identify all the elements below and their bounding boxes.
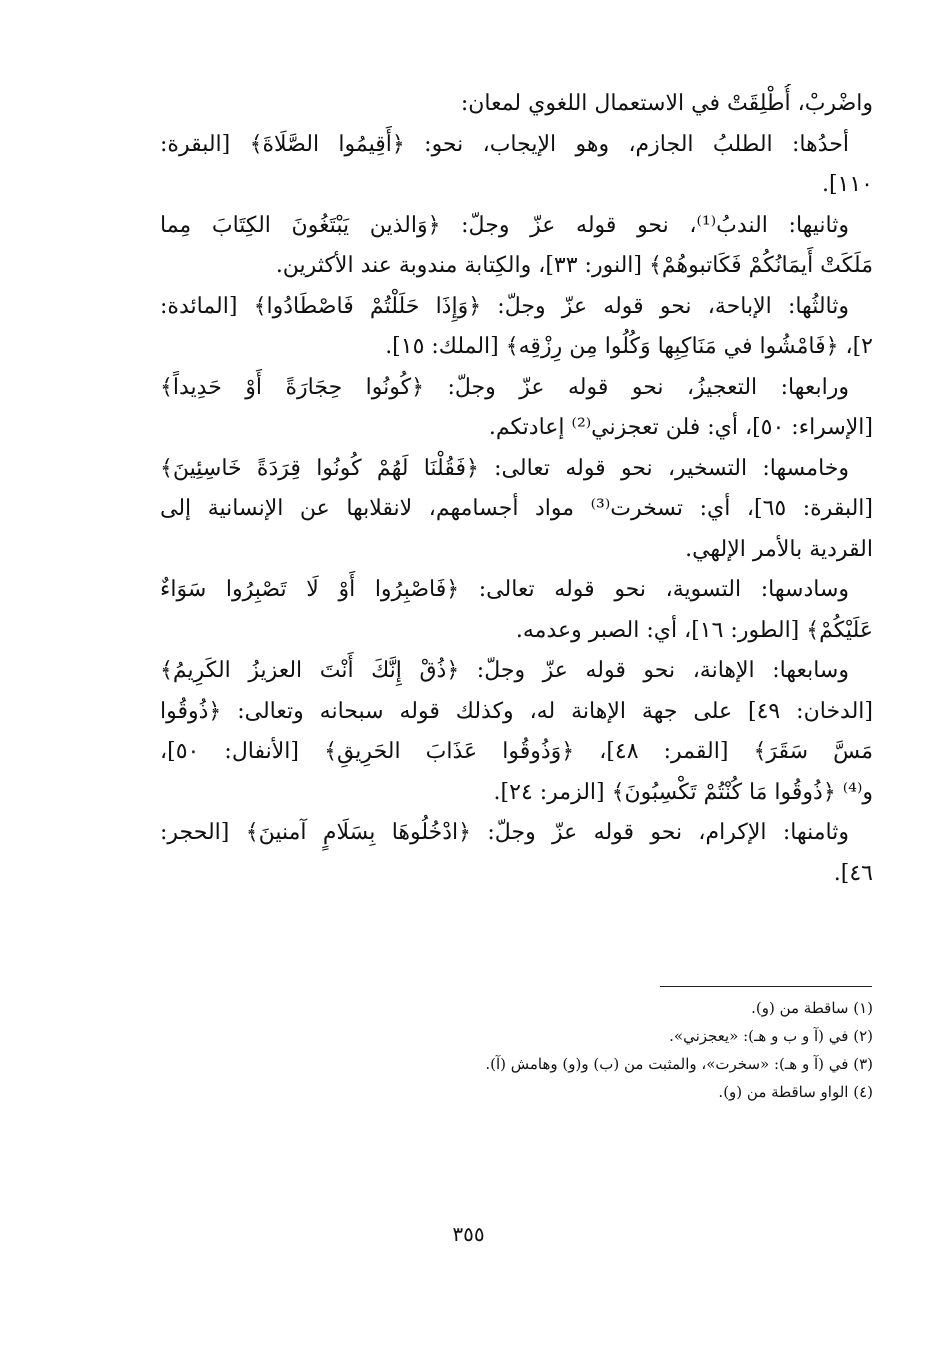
text-line: وخامسها: التسخير، نحو قوله تعالى: ﴿فَقُلْنَا لَهُمْ كُونُوا قِرَدَةً خَاسِئِينَ﴾	[160, 455, 849, 481]
text-line: ٢]، ﴿فَامْشُوا في مَنَاكِبِها وَكُلُوا مِن رِزْقِه﴾ [الملك: ١٥].	[385, 334, 873, 359]
text-line: ١١٠].	[821, 172, 873, 197]
text-line: واضْربْ، أُطْلِقَتْ في الاستعمال اللغوي لمعان:	[460, 91, 873, 116]
footnote: (٢) في (آ و ب و هـ): «يعجزني».	[669, 1027, 873, 1045]
text-line: [الإسراء: ٥٠]، أي: فلن تعجزني⁽²⁾ إعادتكم.	[488, 415, 873, 440]
text-line: وثامنها: الإكرام، نحو قوله عزّ وجلّ: ﴿ادْخُلُوهَا بِسَلَامٍ آمنينَ﴾ [الحجر:	[160, 820, 849, 845]
text-line: القردية بالأمر الإلهي.	[685, 536, 873, 562]
text-line: [الدخان: ٤٩] على جهة الإهانة له، وكذلك قوله سبحانه وتعالى: ﴿ذُوقُوا	[160, 698, 873, 724]
text-line: مَسَّ سَقَرَ﴾ [القمر: ٤٨]، ﴿وَذُوقُوا عَذَابَ الحَرِيقِ﴾ [الأنفال: ٥٠]،	[160, 739, 873, 764]
footnote: (٣) في (آ و هـ): «سخرت»، والمثبت من (ب) و(و) وهامش (آ).	[485, 1055, 873, 1073]
text-line: ٤٦].	[833, 860, 873, 886]
footnote-divider	[660, 986, 872, 987]
main-text-block	[160, 84, 873, 894]
footnotes	[273, 994, 873, 1106]
text-line: عَلَيْكُمْ﴾ [الطور: ١٦]، أي: الصبر وعدمه.	[515, 617, 873, 643]
text-line: وثانيها: الندبُ⁽¹⁾، نحو قوله عزّ وجلّ: ﴿وَالذين يَبْتَغُونَ الكِتَابَ مِما	[160, 212, 849, 238]
text-line: [البقرة: ٦٥]، أي: تسخرت⁽³⁾ مواد أجسامهم، لانقلابها عن الإنسانية إلى	[160, 496, 873, 521]
text-line: وسادسها: التسوية، نحو قوله تعالى: ﴿فَاصْبِرُوا أَوْ لَا تَصْبِرُوا سَوَاءٌ	[160, 577, 849, 602]
text-line: أحدُها: الطلبُ الجازم، وهو الإيجاب، نحو: ﴿أَقِيمُوا الصَّلَاةَ﴾ [البقرة:	[160, 131, 849, 157]
footnote: (٤) الواو ساقطة من (و).	[718, 1083, 873, 1101]
page-number: ٣٥٥	[452, 1222, 485, 1246]
text-line: ورابعها: التعجيزُ، نحو قوله عزّ وجلّ: ﴿كُونُوا حِجَارَةً أَوْ حَدِيداً﴾	[160, 374, 849, 400]
text-line: وثالثُها: الإباحة، نحو قوله عزّ وجلّ: ﴿وَإِذَا حَلَلْتُمْ فَاصْطَادُوا﴾ [المائدة:	[160, 293, 849, 319]
text-line: وسابعها: الإهانة، نحو قوله عزّ وجلّ: ﴿ذُقْ إِنَّكَ أَنْتَ العزيزُ الكَرِيمُ﴾	[160, 658, 849, 683]
text-line: مَلَكَتْ أَيمَانُكُمْ فَكَاتبوهُمْ﴾ [النور: ٣٣]، والكِتابة مندوبة عند الأكثرين.	[275, 253, 873, 278]
footnote: (١) ساقطة من (و).	[751, 999, 873, 1017]
text-line: و⁽⁴⁾ ﴿ذُوقُوا مَا كُنْتُمْ تَكْسِبُونَ﴾ [الزمر: ٢٤].	[493, 779, 873, 805]
